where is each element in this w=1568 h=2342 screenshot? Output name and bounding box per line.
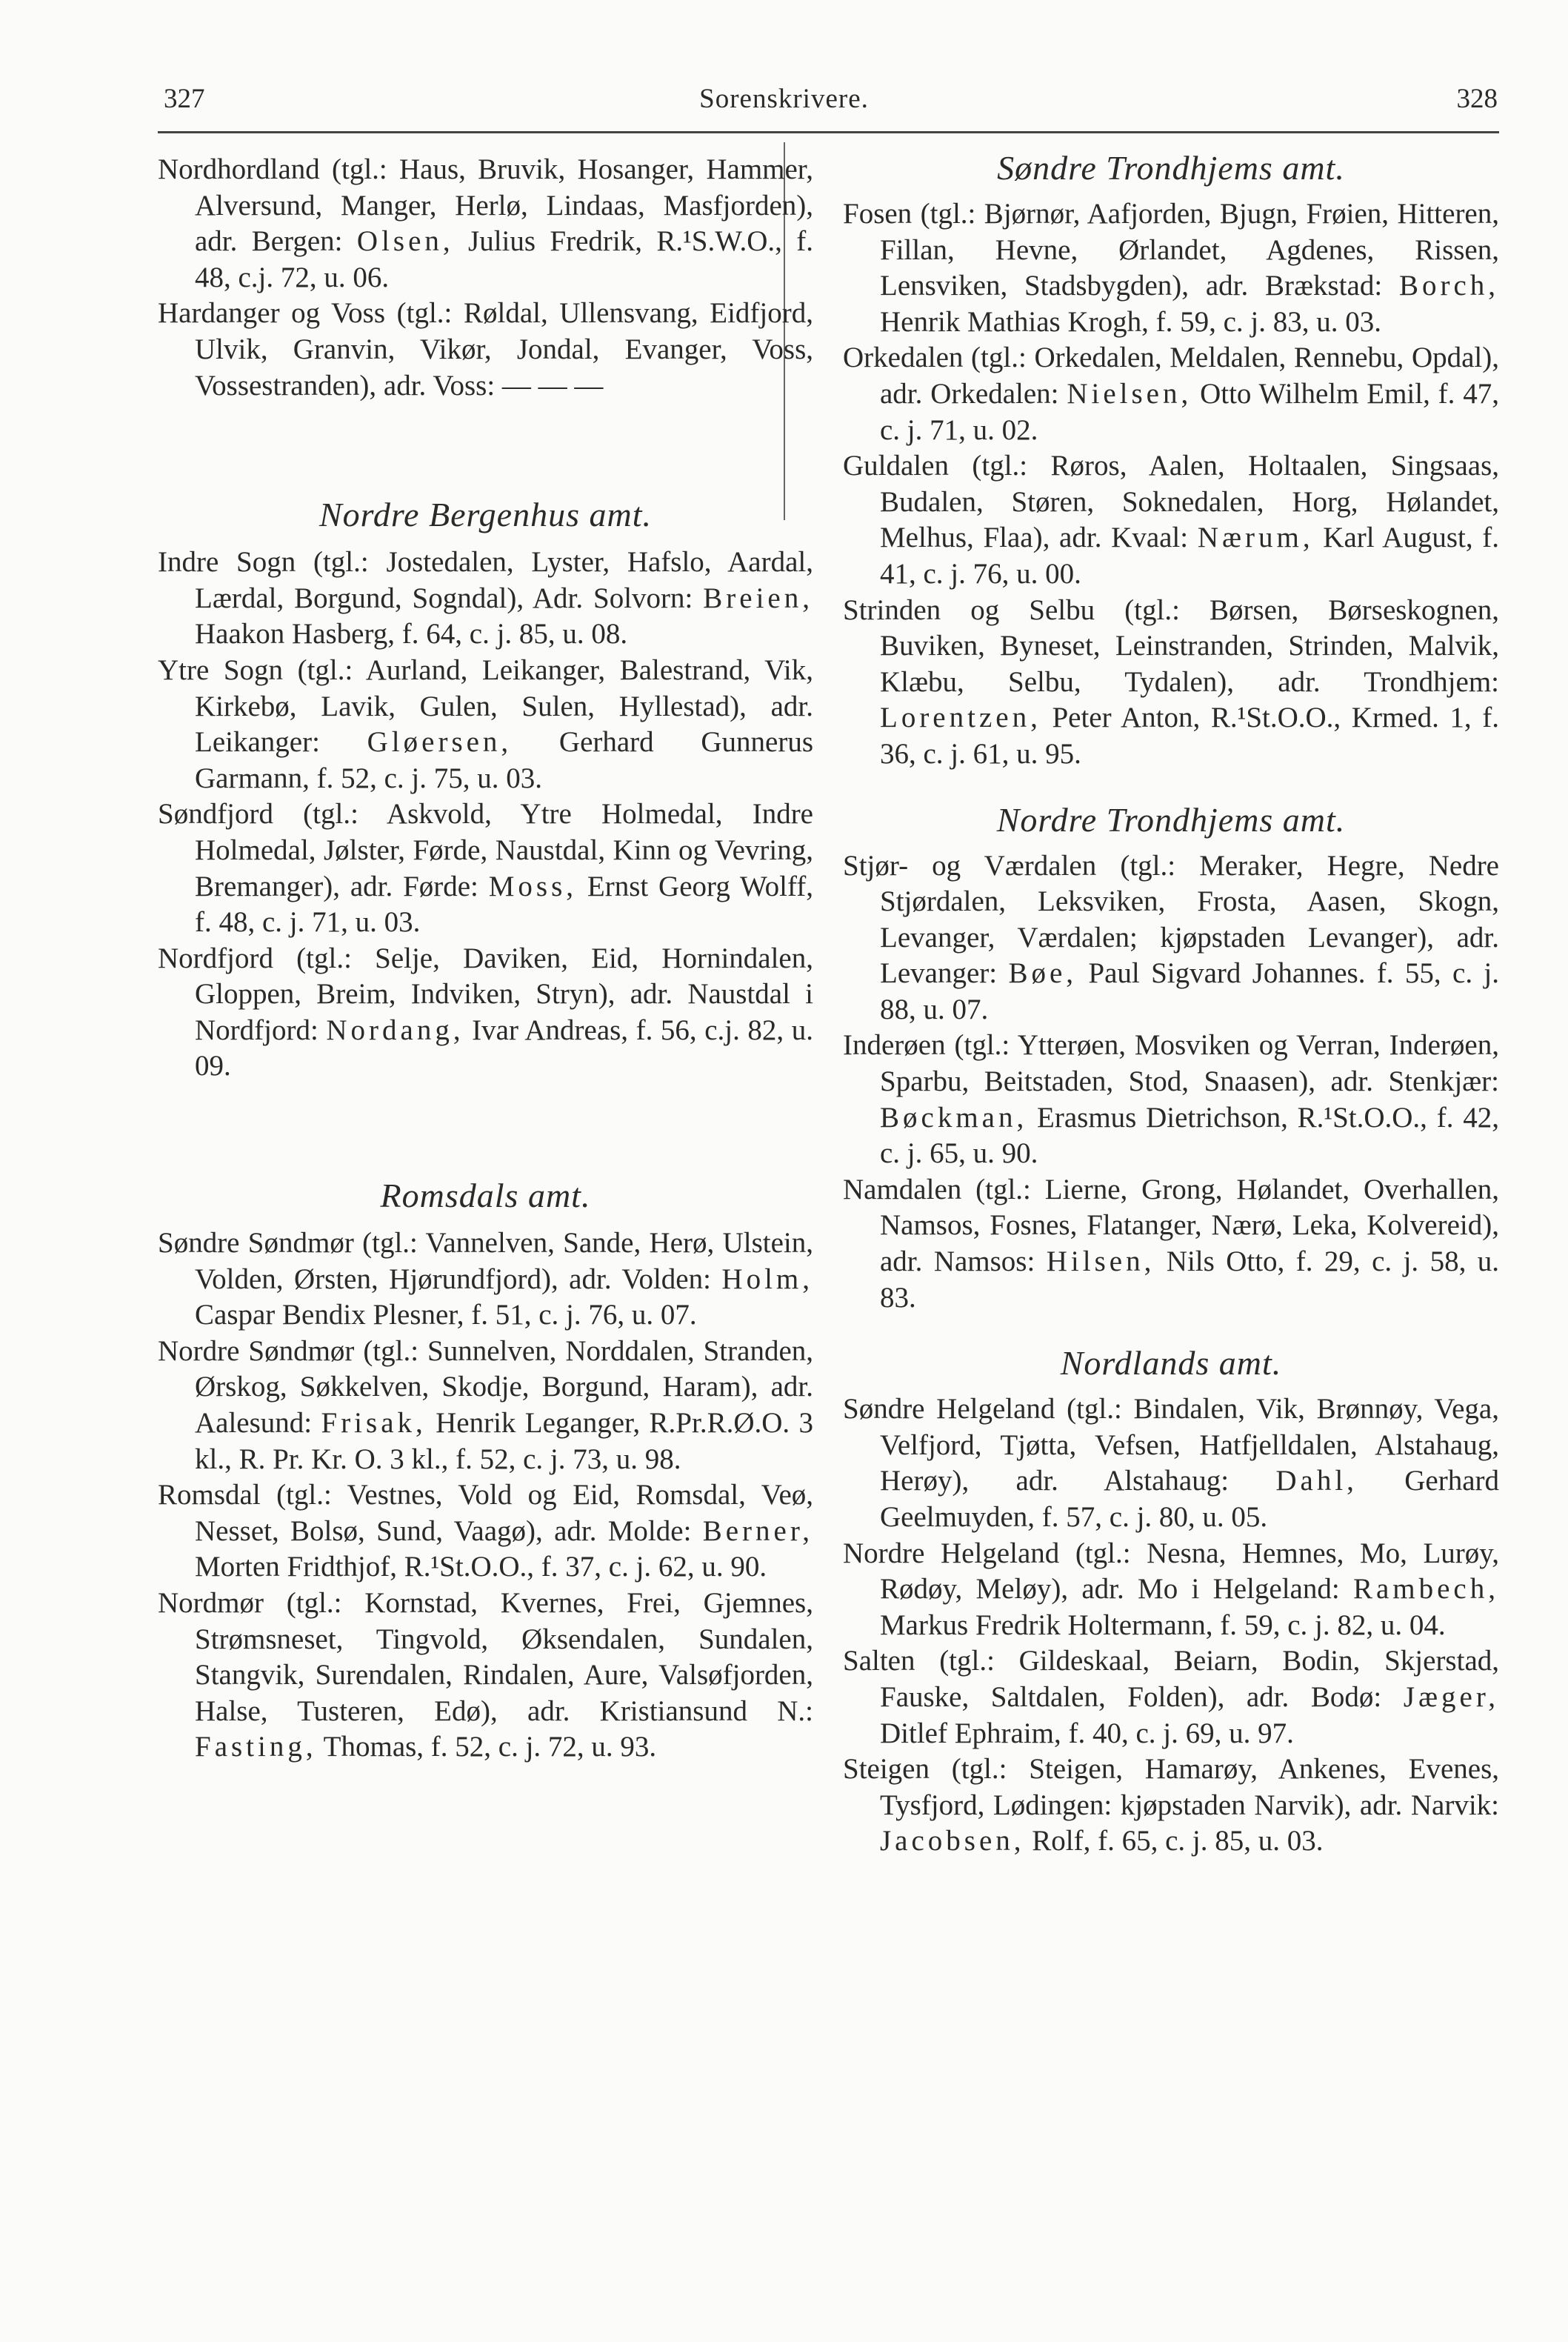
entry-guldalen: Guldalen (tgl.: Røros, Aalen, Holtaalen, Singsaas, Budalen, Støren, Soknedalen, Horg, Hølandet, Melhus, Flaa), adr. Kvaal: Nærum, Karl August, f. 41, c. j. 76, u. 00. bbox=[843, 450, 1500, 590]
entry-salten: Salten (tgl.: Gildeskaal, Beiarn, Bodin, Skjerstad, Fauske, Saltdalen, Folden), adr. Bodø: Jæger, Ditlef Ephraim, f. 40, c. j. 69, u. 97. bbox=[843, 1645, 1499, 1749]
entry-nordfjord: Nordfjord (tgl.: Selje, Daviken, Eid, Hornindalen, Gloppen, Breim, Indviken, Stryn), adr. Naustdal i Nordfjord: Nordang, Ivar Andreas, f. 56, c.j. 82, u. 09. bbox=[158, 942, 813, 1082]
entry-sondre-helgeland: Søndre Helgeland (tgl.: Bindalen, Vik, Brønnøy, Vega, Velfjord, Tjøtta, Vefsen, Hatfjelldalen, Alstahaug, Herøy), adr. Alstahaug: Dahl, Gerhard Geelmuyden, f. 57, c. j. 80, u. 05. bbox=[843, 1393, 1499, 1533]
entry-inderoen: Inderøen (tgl.: Ytterøen, Mosviken og Verran, Inderøen, Sparbu, Beitstaden, Stod, Snaasen), adr. Stenkjær: Bøckman, Erasmus Dietrichson, R.¹St.O.O., f. 42, c. j. 65, u. 90. bbox=[843, 1029, 1500, 1170]
header-rule bbox=[158, 131, 1499, 133]
section-heading-nordlands: Nordlands amt. bbox=[1060, 1344, 1282, 1383]
entry-nordhordland: Nordhordland (tgl.: Haus, Bruvik, Hosanger, Hammer, Alversund, Manger, Herlø, Lindaas, Masfjorden), adr. Bergen: Olsen, Julius Fredrik, R.¹S.W.O., f. 48, c.j. 72, u. 06. bbox=[158, 153, 814, 293]
entry-nordre-sondmor: Nordre Søndmør (tgl.: Sunnelven, Norddalen, Stranden, Ørskog, Søkkelven, Skodje, Borgund, Haram), adr. Aalesund: Frisak, Henrik Leganger, R.Pr.R.Ø.O. 3 kl., R. Pr. Kr. O. 3 kl., f. 52, c. j. 73, u. 98. bbox=[158, 1334, 814, 1475]
entry-nordmor: Nordmør (tgl.: Kornstad, Kvernes, Frei, Gjemnes, Strømsneset, Tingvold, Øksendalen, Sundalen, Stangvik, Surendalen, Rindalen, Aure, Valsøfjorden, Halse, Tusteren, Edø), adr. Kristiansund N.: Fasting, Thomas, f. 52, c. j. 72, u. 93. bbox=[158, 1587, 813, 1763]
entry-orkedalen: Orkedalen (tgl.: Orkedalen, Meldalen, Rennebu, Opdal), adr. Orkedalen: Nielsen, Otto Wilhelm Emil, f. 47, c. j. 71, u. 02. bbox=[843, 342, 1499, 446]
entry-nordre-helgeland: Nordre Helgeland (tgl.: Nesna, Hemnes, Mo, Lurøy, Rødøy, Meløy), adr. Mo i Helgeland: Rambech, Markus Fredrik Holtermann, f. 59, c. j. 82, u. 04. bbox=[843, 1537, 1499, 1641]
right-column bbox=[843, 149, 1500, 1860]
page-number-right: 328 bbox=[1456, 84, 1498, 114]
section-heading-nordre-trondhjems: Nordre Trondhjems amt. bbox=[996, 800, 1346, 839]
entry-stjor-vaerdalen: Stjør- og Værdalen (tgl.: Meraker, Hegre, Nedre Stjørdalen, Leksviken, Frosta, Aasen, Skogn, Levanger, Værdalen; kjøpstaden Levanger), adr. Levanger: Bøe, Paul Sigvard Johannes. f. 55, c. j. 88, u. 07. bbox=[843, 849, 1500, 1025]
entry-sondfjord: Søndfjord (tgl.: Askvold, Ytre Holmedal, Indre Holmedal, Jølster, Førde, Naustdal, Kinn og Vevring, Bremanger), adr. Førde: Moss, Ernst Georg Wolff, f. 48, c. j. 71, u. 03. bbox=[158, 798, 813, 939]
entry-romsdal: Romsdal (tgl.: Vestnes, Vold og Eid, Romsdal, Veø, Nesset, Bolsø, Sund, Vaagø), adr. Molde: Berner, Morten Fridthjof, R.¹St.O.O., f. 37, c. j. 62, u. 90. bbox=[158, 1479, 814, 1583]
entry-sondre-sondmor: Søndre Søndmør (tgl.: Vannelven, Sande, Herø, Ulstein, Volden, Ørsten, Hjørundfjord), adr. Volden: Holm, Caspar Bendix Plesner, f. 51, c. j. 76, u. 07. bbox=[158, 1227, 814, 1331]
page-number-left: 327 bbox=[164, 84, 205, 114]
entry-namdalen: Namdalen (tgl.: Lierne, Grong, Hølandet, Overhallen, Namsos, Fosnes, Flatanger, Nærø, Leka, Kolvereid), adr. Namsos: Hilsen, Nils Otto, f. 29, c. j. 58, u. 83. bbox=[843, 1173, 1500, 1314]
running-title: Sorenskrivere. bbox=[699, 84, 869, 114]
entry-strinden-selbu: Strinden og Selbu (tgl.: Børsen, Børseskognen, Buviken, Byneset, Leinstranden, Strinden, Malvik, Klæbu, Selbu, Tydalen), adr. Trondhjem: Lorentzen, Peter Anton, R.¹St.O.O., Krmed. 1, f. 36, c. j. 61, u. 95. bbox=[843, 593, 1500, 770]
entry-fosen: Fosen (tgl.: Bjørnør, Aafjorden, Bjugn, Frøien, Hitteren, Fillan, Hevne, Ørlandet, Agdenes, Rissen, Lensviken, Stadsbygden), adr. Brækstad: Borch, Henrik Mathias Krogh, f. 59, c. j. 83, u. 03. bbox=[843, 198, 1499, 338]
entry-steigen: Steigen (tgl.: Steigen, Hamarøy, Ankenes, Evenes, Tysfjord, Lødingen: kjøpstaden Narvik), adr. Narvik: Jacobsen, Rolf, f. 65, c. j. 85, u. 03. bbox=[843, 1753, 1499, 1857]
entry-indre-sogn: Indre Sogn (tgl.: Jostedalen, Lyster, Hafslo, Aardal, Lærdal, Borgund, Sogndal), Adr. Solvorn: Breien, Haakon Hasberg, f. 64, c. j. 85, u. 08. bbox=[158, 546, 813, 651]
section-heading-sondre-trondhjems: Søndre Trondhjems amt. bbox=[997, 149, 1345, 187]
entry-hardanger-voss: Hardanger og Voss (tgl.: Røldal, Ullensvang, Eidfjord, Ulvik, Granvin, Vikør, Jondal, Evanger, Voss, Vossestranden), adr. Voss: — — — bbox=[158, 297, 813, 402]
left-column bbox=[158, 152, 813, 1766]
section-heading-romsdals: Romsdals amt. bbox=[380, 1177, 591, 1215]
section-heading-nordre-bergenhus: Nordre Bergenhus amt. bbox=[318, 496, 652, 534]
page-header bbox=[0, 83, 1568, 127]
entry-ytre-sogn: Ytre Sogn (tgl.: Aurland, Leikanger, Balestrand, Vik, Kirkebø, Lavik, Gulen, Sulen, Hyllestad), adr. Leikanger: Gløersen, Gerhard Gunnerus Garmann, f. 52, c. j. 75, u. 03. bbox=[158, 653, 814, 794]
